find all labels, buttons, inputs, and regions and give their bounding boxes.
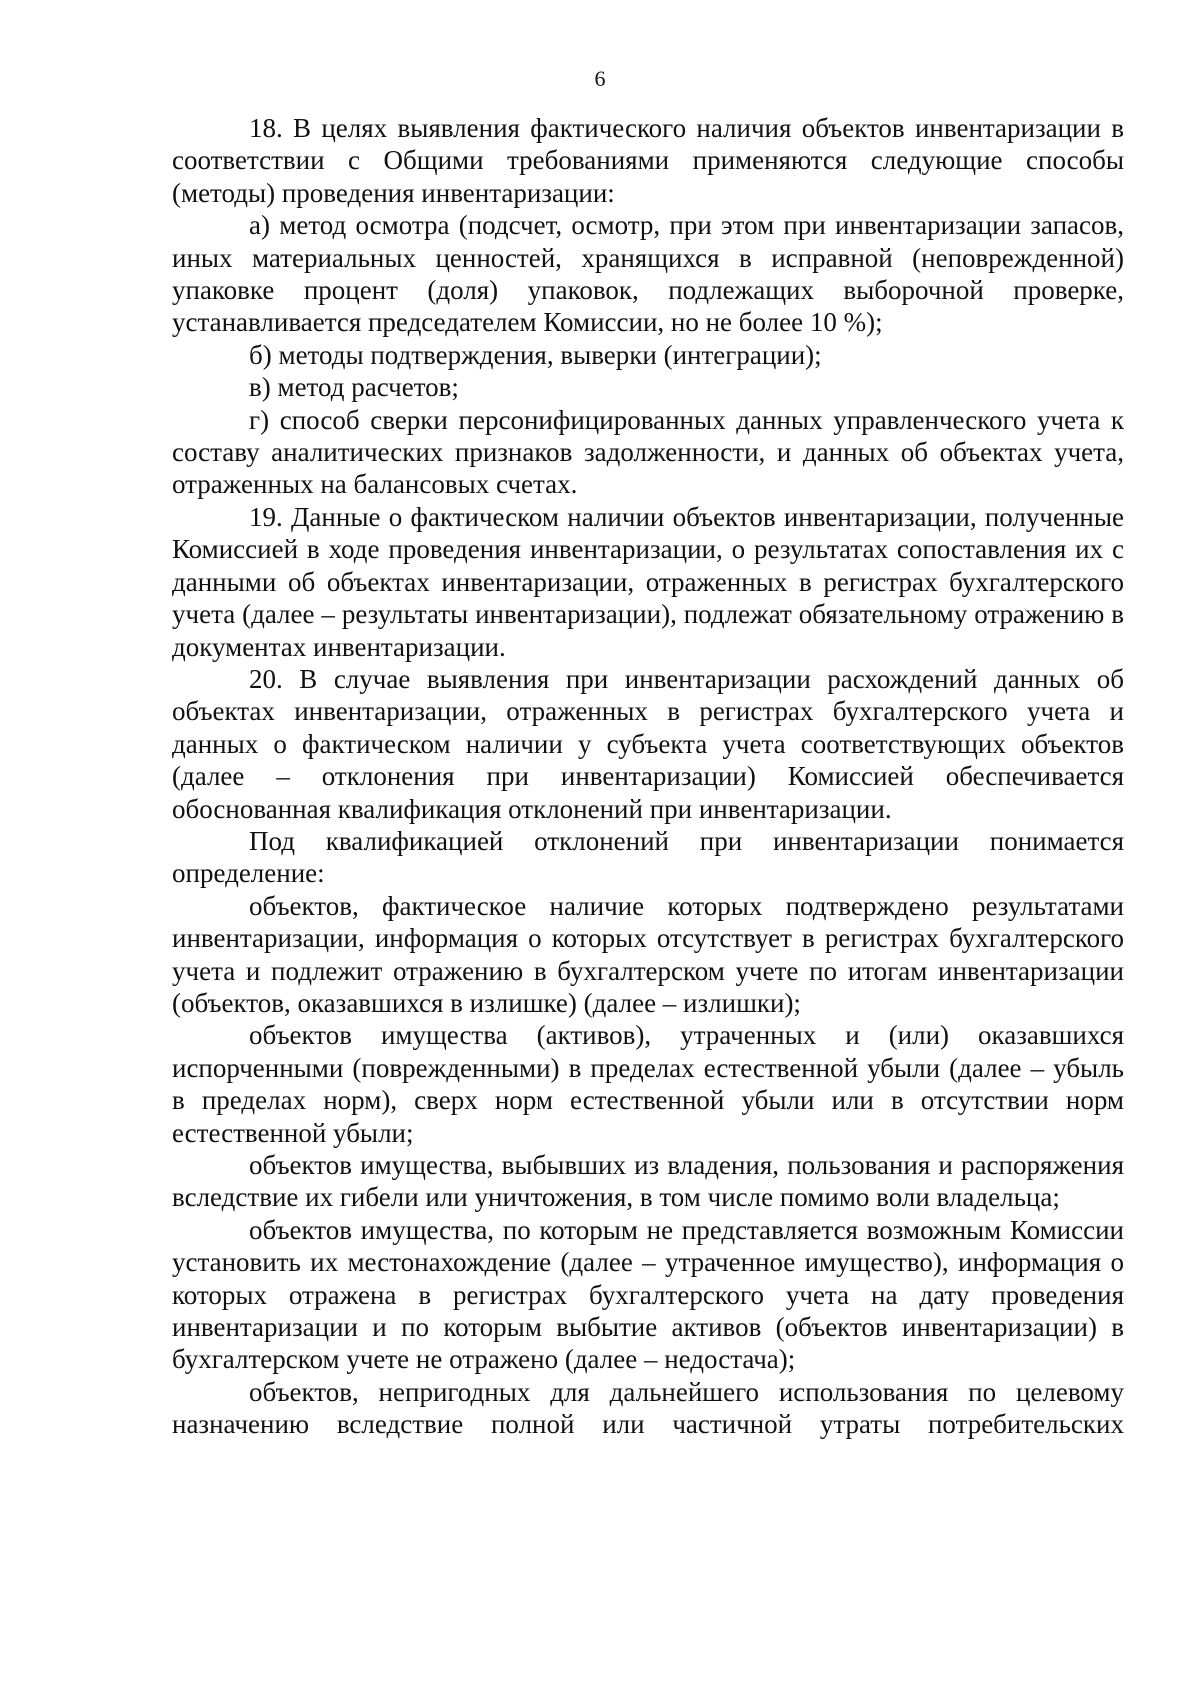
page-number: 6: [594, 66, 606, 91]
definition-unusable-objects: объектов, непригодных для дальнейшего использования по целевому назначению вследствие полной или частичной утраты потребительских: [172, 1376, 1124, 1440]
definition-disposed-property: объектов имущества, выбывших из владения, пользования и распоряжения вследствие их гибели или уничтожения, в том числе помимо воли владельца;: [172, 1150, 1124, 1213]
item-b-confirmation-methods: б) методы подтверждения, выверки (интеграции);: [249, 339, 822, 370]
document-body: [172, 112, 1124, 1441]
definition-lost-property: объектов имущества, по которым не представляется возможным Комиссии установить их местонахождение (далее – утраченное имущество), информация о которых отражена в регистрах бухгалтерского учета на дату проведения инвентаризации и по которым выбытие активов (объектов инвентаризации) в бухгалтерском учете не отражено (далее – недостача);: [172, 1214, 1124, 1375]
paragraph-19: 19. Данные о фактическом наличии объектов инвентаризации, полученные Комиссией в ходе проведения инвентаризации, о результатах сопоставления их с данными об объектах инвентаризации, отраженных в регистрах бухгалтерского учета (далее – результаты инвентаризации), подлежат обязательному отражению в документах инвентаризации.: [172, 501, 1124, 662]
paragraph-18: 18. В целях выявления фактического наличия объектов инвентаризации в соответствии с Общими требованиями применяются следующие способы (методы) проведения инвентаризации:: [172, 113, 1124, 208]
paragraph-20: 20. В случае выявления при инвентаризации расхождений данных об объектах инвентаризации, отраженных в регистрах бухгалтерского учета и данных о фактическом наличии у субъекта учета соответствующих объектов (далее – отклонения при инвентаризации) Комиссией обеспечивается обоснованная квалификация отклонений при инвентаризации.: [172, 663, 1124, 824]
item-g-reconciliation-method: г) способ сверки персонифицированных данных управленческого учета к составу аналитических признаков задолженности, и данных об объектах учета, отраженных на балансовых счетах.: [172, 404, 1124, 500]
item-v-calculation-method: в) метод расчетов;: [249, 372, 459, 403]
qualification-definition-intro: Под квалификацией отклонений при инвентаризации понимается определение:: [172, 825, 1124, 889]
definition-surpluses: объектов, фактическое наличие которых подтверждено результатами инвентаризации, информация о которых отсутствует в регистрах бухгалтерского учета и подлежит отражению в бухгалтерском учете по итогам инвентаризации (объектов, оказавшихся в излишке) (далее – излишки);: [172, 890, 1124, 1018]
item-a-inspection-method: а) метод осмотра (подсчет, осмотр, при этом при инвентаризации запасов, иных материальных ценностей, хранящихся в исправной (неповрежденной) упаковке процент (доля) упаковок, подлежащих выборочной проверке, устанавливается председателем Комиссии, но не более 10 %);: [172, 210, 1124, 338]
definition-losses-within-norms: объектов имущества (активов), утраченных и (или) оказавшихся испорченными (поврежденными) в пределах естественной убыли (далее – убыль в пределах норм), сверх норм естественной убыли или в отсутствии норм естественной убыли;: [172, 1020, 1124, 1148]
